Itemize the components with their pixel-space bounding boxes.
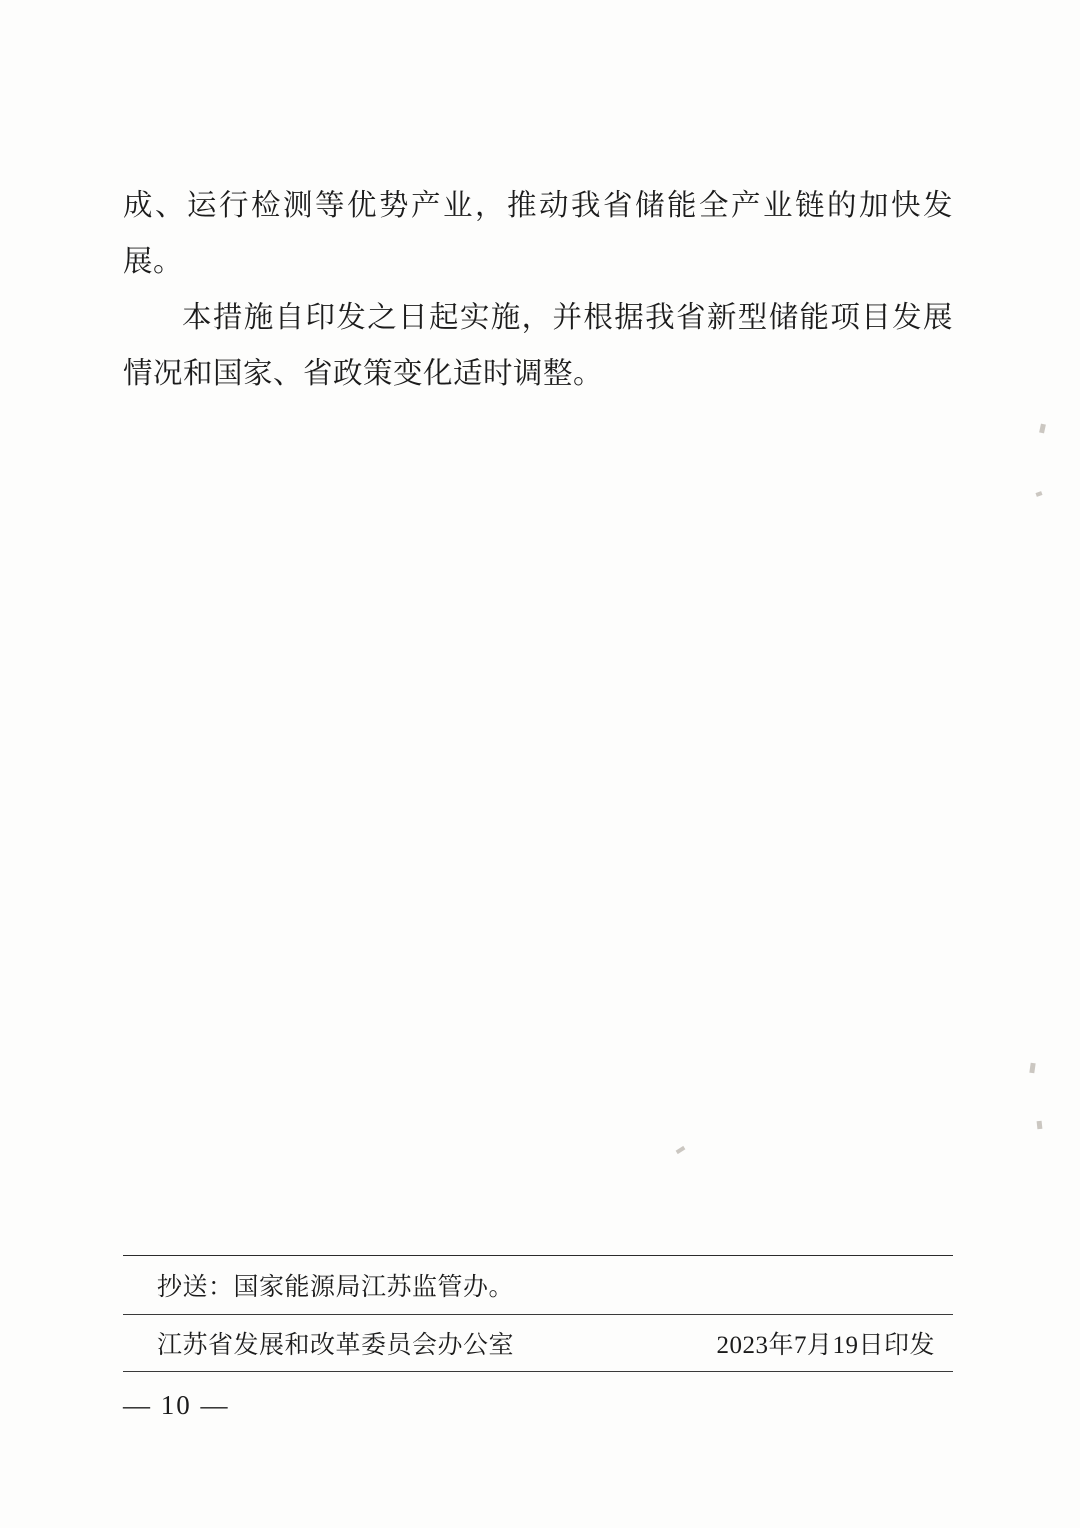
- document-footer: [123, 1255, 953, 1372]
- copy-to-row: [123, 1256, 953, 1314]
- issue-date: 2023年7月19日印发: [716, 1332, 935, 1359]
- document-body: [123, 178, 953, 402]
- issuer-row: [123, 1315, 953, 1371]
- copy-to-label: 抄送：国家能源局江苏监管办。: [157, 1274, 515, 1301]
- paragraph-implementation: 本措施自印发之日起实施，并根据我省新型储能项目发展情况和国家、省政策变化适时调整。: [123, 302, 953, 390]
- scan-artifact: [1039, 424, 1046, 434]
- scan-artifact: [1035, 491, 1042, 497]
- scan-artifact: [1037, 1121, 1043, 1129]
- paragraph-continuation: 成、运行检测等优势产业，推动我省储能全产业链的加快发展。: [123, 190, 953, 278]
- footer-bottom-divider: [123, 1371, 953, 1372]
- issuer-name: 江苏省发展和改革委员会办公室: [157, 1332, 515, 1359]
- scan-artifact: [1029, 1063, 1035, 1074]
- scan-artifact: [676, 1146, 686, 1154]
- page-number: — 10 —: [123, 1390, 230, 1420]
